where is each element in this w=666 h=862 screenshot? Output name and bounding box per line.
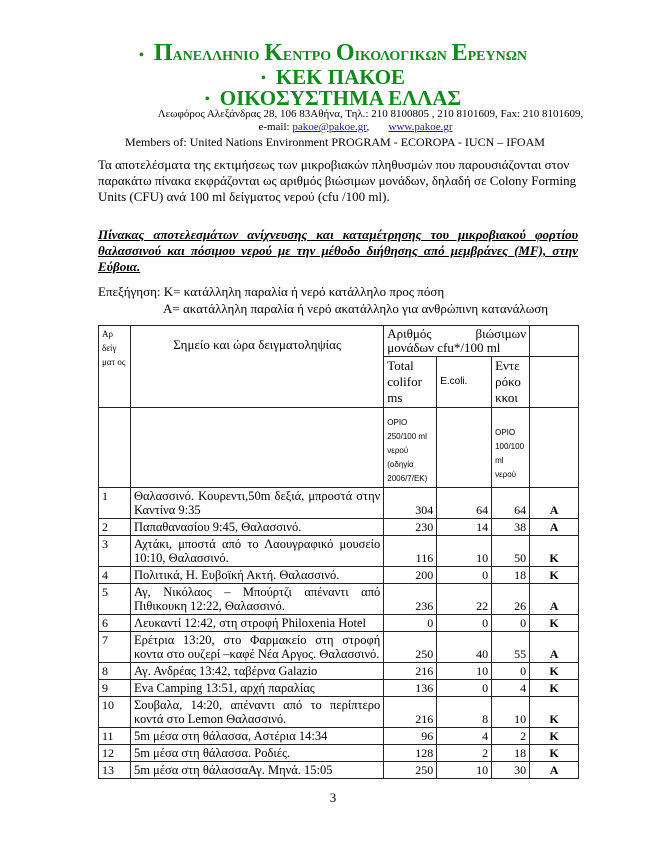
table-row — [99, 697, 579, 728]
table-row — [99, 663, 579, 680]
table-row — [99, 519, 579, 536]
row-ecoli: 0 — [437, 615, 492, 632]
table-row — [99, 488, 579, 519]
results-table — [98, 325, 579, 779]
row-total-coliforms: 116 — [384, 536, 437, 567]
row-enterococci: 0 — [492, 663, 530, 680]
row-point: Eva Camping 13:51, αρχή παραλίας — [130, 680, 383, 697]
row-enterococci: 30 — [492, 762, 530, 779]
table-row — [99, 728, 579, 745]
row-point: Λευκαντί 12:42, στη στροφή Philoxenia Hotel — [130, 615, 383, 632]
initial: Ε — [451, 40, 468, 66]
col-ecoli-header: E.coli. — [437, 357, 492, 408]
row-index: 6 — [99, 615, 131, 632]
col-index-header: Αρ δείγ ματ ος — [99, 326, 131, 408]
row-enterococci: 26 — [492, 584, 530, 615]
row-classification: Κ — [530, 615, 579, 632]
kek-label: ΚΕΚ ΠΑΚΟΕ — [275, 65, 406, 89]
col-point-header — [130, 326, 383, 408]
row-ecoli: 10 — [437, 536, 492, 567]
members-line: Members of: United Nations Environment PROGRAM - ECOROPA - IUCN – IFOAM — [125, 135, 545, 149]
legend-label: Επεξήγηση: — [98, 284, 161, 299]
page-number: 3 — [329, 790, 337, 805]
row-point: 5m μέσα στη θάλασσα. Ροδιές. — [130, 745, 383, 762]
header-row — [99, 326, 579, 357]
row-enterococci: 64 — [492, 488, 530, 519]
row-index: 2 — [99, 519, 131, 536]
row-total-coliforms: 216 — [384, 663, 437, 680]
limit-entero: ΟΡΙΟ 100/100 ml νερού — [492, 408, 530, 488]
bullet-icon: • — [204, 92, 210, 108]
word: ΑΝΕΛΛΗΝΙΟ — [172, 49, 260, 64]
row-enterococci: 18 — [492, 567, 530, 584]
row-total-coliforms: 136 — [384, 680, 437, 697]
empty-header-cell — [530, 326, 579, 357]
row-point: Αχτάκι, μποστά από το Λαουγραφικό μουσείο 10:10, Θαλασσινό. — [130, 536, 383, 567]
row-classification: Α — [530, 519, 579, 536]
row-total-coliforms: 230 — [384, 519, 437, 536]
row-classification: Κ — [530, 680, 579, 697]
row-enterococci: 50 — [492, 536, 530, 567]
row-ecoli: 0 — [437, 567, 492, 584]
col-group-header: Αριθμός βιώσιμων μονάδων cfu*/100 ml — [384, 326, 530, 357]
row-total-coliforms: 216 — [384, 697, 437, 728]
initial: Κ — [264, 40, 283, 66]
col-point-label: Σημείο και ώρα δειγματοληψίας — [173, 337, 342, 352]
email-link[interactable]: pakoe@pakoe.gr — [292, 121, 367, 133]
empty-cell — [99, 408, 131, 488]
row-classification: Α — [530, 584, 579, 615]
row-index: 12 — [99, 745, 131, 762]
row-index: 4 — [99, 567, 131, 584]
word: ΙΚΟΛΟΓΙΚΩΝ — [354, 49, 447, 64]
row-ecoli: 10 — [437, 762, 492, 779]
row-enterococci: 55 — [492, 632, 530, 663]
table-row — [99, 567, 579, 584]
row-ecoli: 0 — [437, 680, 492, 697]
empty-header-cell — [530, 357, 579, 408]
initial: Π — [153, 40, 173, 66]
col-total-header: Total colifor ms — [384, 357, 437, 408]
contact-line — [0, 121, 666, 133]
address-line: Λεωφόρος Αλεξάνδρας 28, 106 83Αθήνα, Τηλ.: 210 8100805 , 210 8101609, Fax: 210 8101609, — [157, 108, 584, 120]
website-link[interactable]: www.pakoe.gr — [388, 121, 453, 133]
table-row — [99, 584, 579, 615]
row-classification: Α — [530, 762, 579, 779]
row-index: 5 — [99, 584, 131, 615]
row-point: Αγ. Ανδρέας 13:42, ταβέρνα Galazio — [130, 663, 383, 680]
limits-row — [99, 408, 579, 488]
row-total-coliforms: 96 — [384, 728, 437, 745]
row-classification: Κ — [530, 697, 579, 728]
row-total-coliforms: 304 — [384, 488, 437, 519]
row-classification: Κ — [530, 536, 579, 567]
legend-k: Κ= κατάλληλη παραλία ή νερό κατάλληλο προς πόση — [163, 284, 445, 299]
row-total-coliforms: 128 — [384, 745, 437, 762]
empty-cell — [130, 408, 383, 488]
row-ecoli: 40 — [437, 632, 492, 663]
row-classification: Α — [530, 488, 579, 519]
org-name-heading — [0, 40, 666, 67]
row-point: Σουβαλα, 14:20, απέναντι από το περίπτερο κοντά στο Lemon Θαλασσινό. — [130, 697, 383, 728]
limit-total: ΟΡΙΟ 250/100 ml νερού (οδηγία 2006/7/ΕΚ) — [384, 408, 437, 488]
row-total-coliforms: 0 — [384, 615, 437, 632]
bullet-icon: • — [138, 47, 144, 63]
row-point: 5m μέσα στη θάλασσα, Αστέρια 14:34 — [130, 728, 383, 745]
table-row — [99, 615, 579, 632]
row-index: 13 — [99, 762, 131, 779]
row-index: 3 — [99, 536, 131, 567]
word: ΕΝΤΡΟ — [282, 49, 332, 64]
row-point: Παπαθανασίου 9:45, Θαλασσινό. — [130, 519, 383, 536]
row-index: 1 — [99, 488, 131, 519]
email-label: e-mail: — [258, 121, 290, 133]
ecosystem-label: ΟΙΚΟΣΥΣΤΗΜΑ ΕΛΛΑΣ — [219, 86, 462, 110]
row-total-coliforms: 250 — [384, 762, 437, 779]
row-enterococci: 18 — [492, 745, 530, 762]
row-ecoli: 2 — [437, 745, 492, 762]
row-classification: Κ — [530, 663, 579, 680]
empty-cell — [437, 408, 492, 488]
table-row — [99, 745, 579, 762]
row-index: 7 — [99, 632, 131, 663]
row-classification: Κ — [530, 745, 579, 762]
row-index: 10 — [99, 697, 131, 728]
table-row — [99, 762, 579, 779]
word: ΡΕΥΝΩΝ — [467, 49, 528, 64]
legend — [98, 283, 578, 317]
row-enterococci: 2 — [492, 728, 530, 745]
row-index: 9 — [99, 680, 131, 697]
row-enterococci: 38 — [492, 519, 530, 536]
row-point: 5m μέσα στη θάλασσαΑγ. Μηνά. 15:05 — [130, 762, 383, 779]
table-row — [99, 680, 579, 697]
row-point: Θαλασσινό. Κουρεντι,50m δεξιά, μπροστά στην Καντίνα 9:35 — [130, 488, 383, 519]
table-row — [99, 632, 579, 663]
row-enterococci: 0 — [492, 615, 530, 632]
row-classification: Κ — [530, 728, 579, 745]
row-ecoli: 14 — [437, 519, 492, 536]
table-row — [99, 536, 579, 567]
row-point: Ερέτρια 13:20, στο Φαρμακείο στη στροφή κοντα στο ουζερί –καφέ Νέα Αργος. Θαλασσινό. — [130, 632, 383, 663]
row-index: 11 — [99, 728, 131, 745]
row-classification: Κ — [530, 567, 579, 584]
row-total-coliforms: 236 — [384, 584, 437, 615]
row-total-coliforms: 200 — [384, 567, 437, 584]
bullet-icon: • — [260, 71, 266, 87]
row-ecoli: 22 — [437, 584, 492, 615]
separator: , — [366, 121, 370, 133]
row-ecoli: 4 — [437, 728, 492, 745]
row-total-coliforms: 250 — [384, 632, 437, 663]
row-classification: Α — [530, 632, 579, 663]
empty-cell — [530, 408, 579, 488]
initial: Ο — [335, 40, 355, 66]
row-ecoli: 64 — [437, 488, 492, 519]
row-ecoli: 10 — [437, 663, 492, 680]
row-point: Αγ, Νικόλαος – Μπούρτζι απέναντι από Πιθικουκη 12:22, Θαλασσινό. — [130, 584, 383, 615]
row-enterococci: 4 — [492, 680, 530, 697]
intro-paragraph: Τα αποτελέσματα της εκτιμήσεως των μικροβιακών πληθυσμών που παρουσιάζονται στον παρακάτω πίνακα εκφράζονται ως αριθμός βιώσιμων μονάδων, δηλαδή σε Colony Forming Units (CFU) ανά 100 ml δείγματος νερού (cfu /100 ml). — [98, 157, 577, 204]
legend-a: Α= ακατάλληλη παραλία ή νερό ακατάλληλο για ανθρώπινη κατανάλωση — [163, 301, 549, 316]
row-point: Πολιτικά, Η. Ευβοϊκή Ακτή. Θαλασσινό. — [130, 567, 383, 584]
row-index: 8 — [99, 663, 131, 680]
col-entero-header: Εντε ρόκο κκοι — [492, 357, 530, 408]
row-ecoli: 8 — [437, 697, 492, 728]
table-title: Πίνακας αποτελεσμάτων ανίχνευσης και καταμέτρησης του μικροβιακού φορτίου θαλασσινού και πόσιμου νερού με την μέθοδο διήθησης από μεμβράνες (MF), στην Εύβοια. — [98, 227, 578, 274]
row-enterococci: 10 — [492, 697, 530, 728]
